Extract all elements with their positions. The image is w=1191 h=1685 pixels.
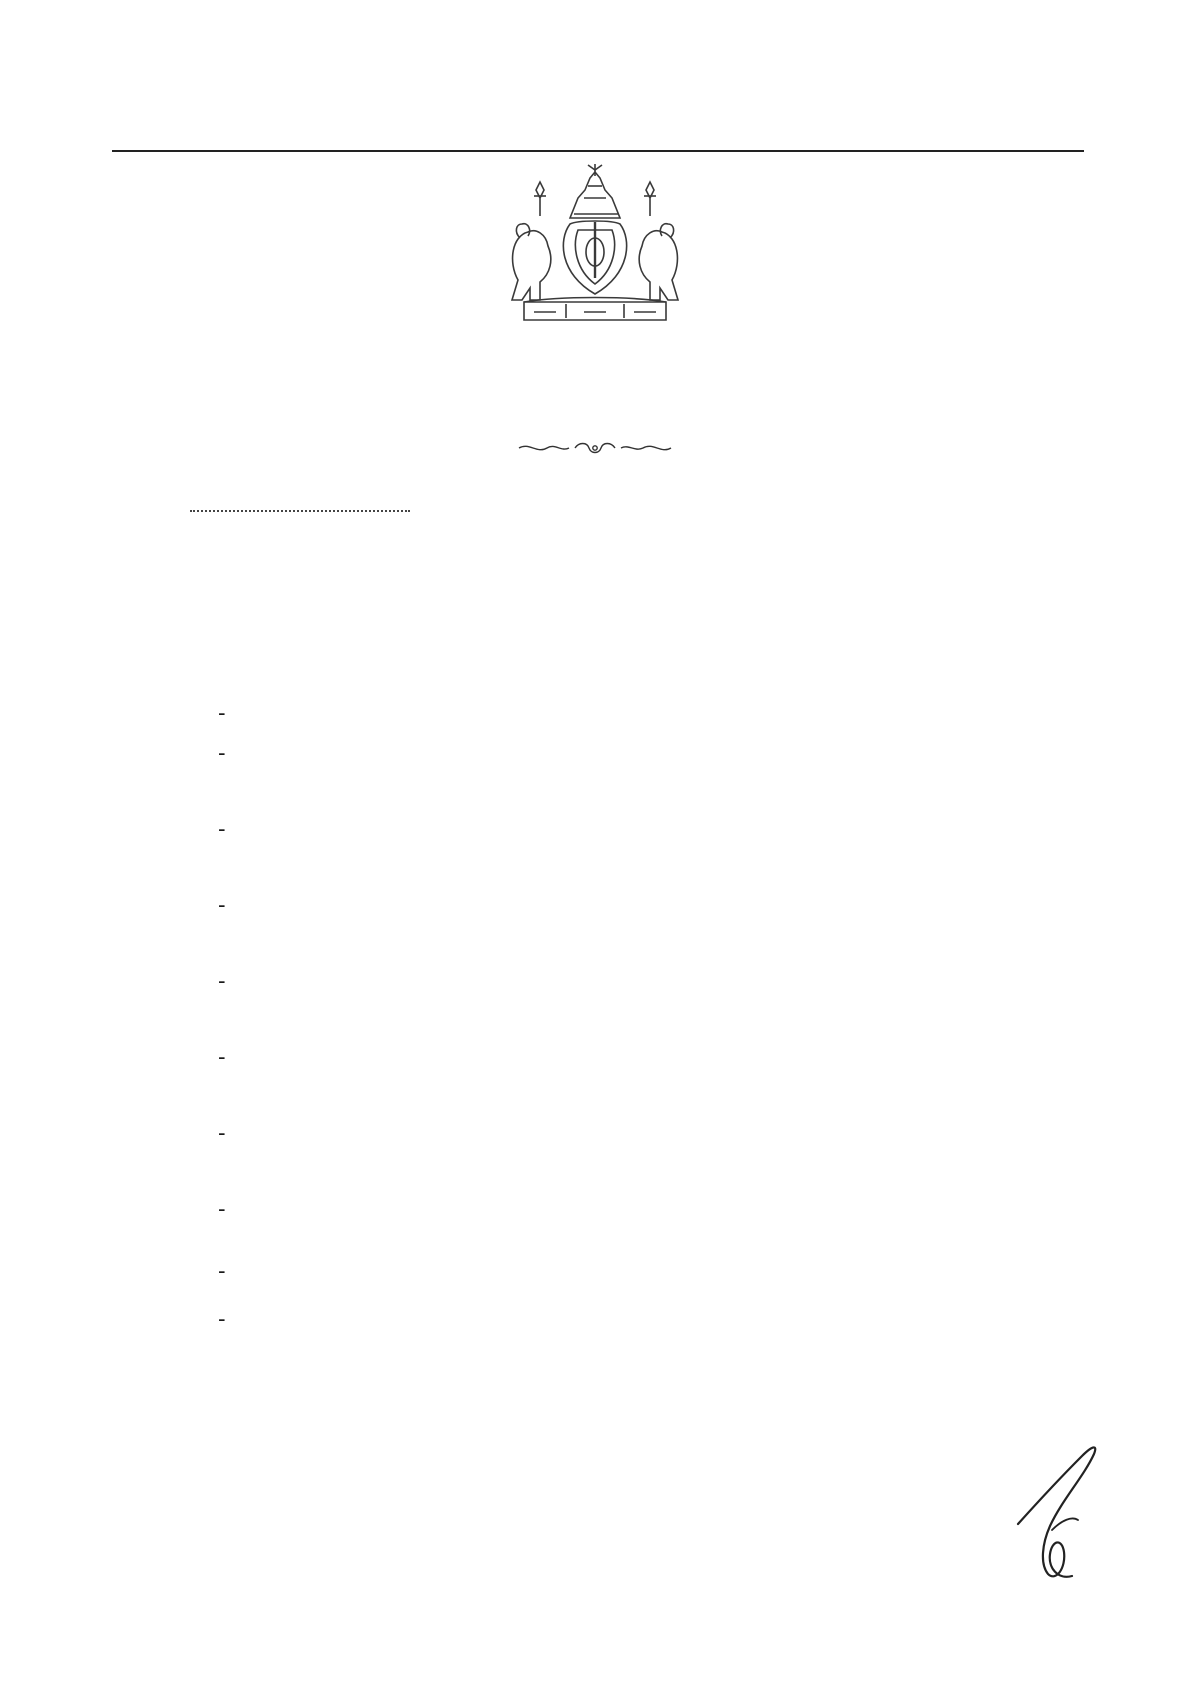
header-rule	[112, 150, 1084, 152]
reference-dotted-line	[190, 510, 410, 512]
recital-9: -	[218, 1259, 226, 1283]
recital-4: -	[218, 893, 226, 917]
recital-7: -	[218, 1121, 226, 1145]
ornament-divider-icon	[515, 438, 675, 458]
royal-coat-of-arms-emblem	[500, 162, 690, 324]
recital-6: -	[218, 1045, 226, 1069]
recital-2: -	[218, 741, 226, 765]
gazette-header	[112, 92, 1084, 148]
recital-3: -	[218, 817, 226, 841]
initials-signature-icon	[1012, 1440, 1102, 1590]
recital-8: -	[218, 1197, 226, 1221]
recital-5: -	[218, 969, 226, 993]
recital-1: -	[218, 701, 226, 725]
article-1	[162, 1398, 1092, 1428]
recital-10: -	[218, 1307, 226, 1331]
